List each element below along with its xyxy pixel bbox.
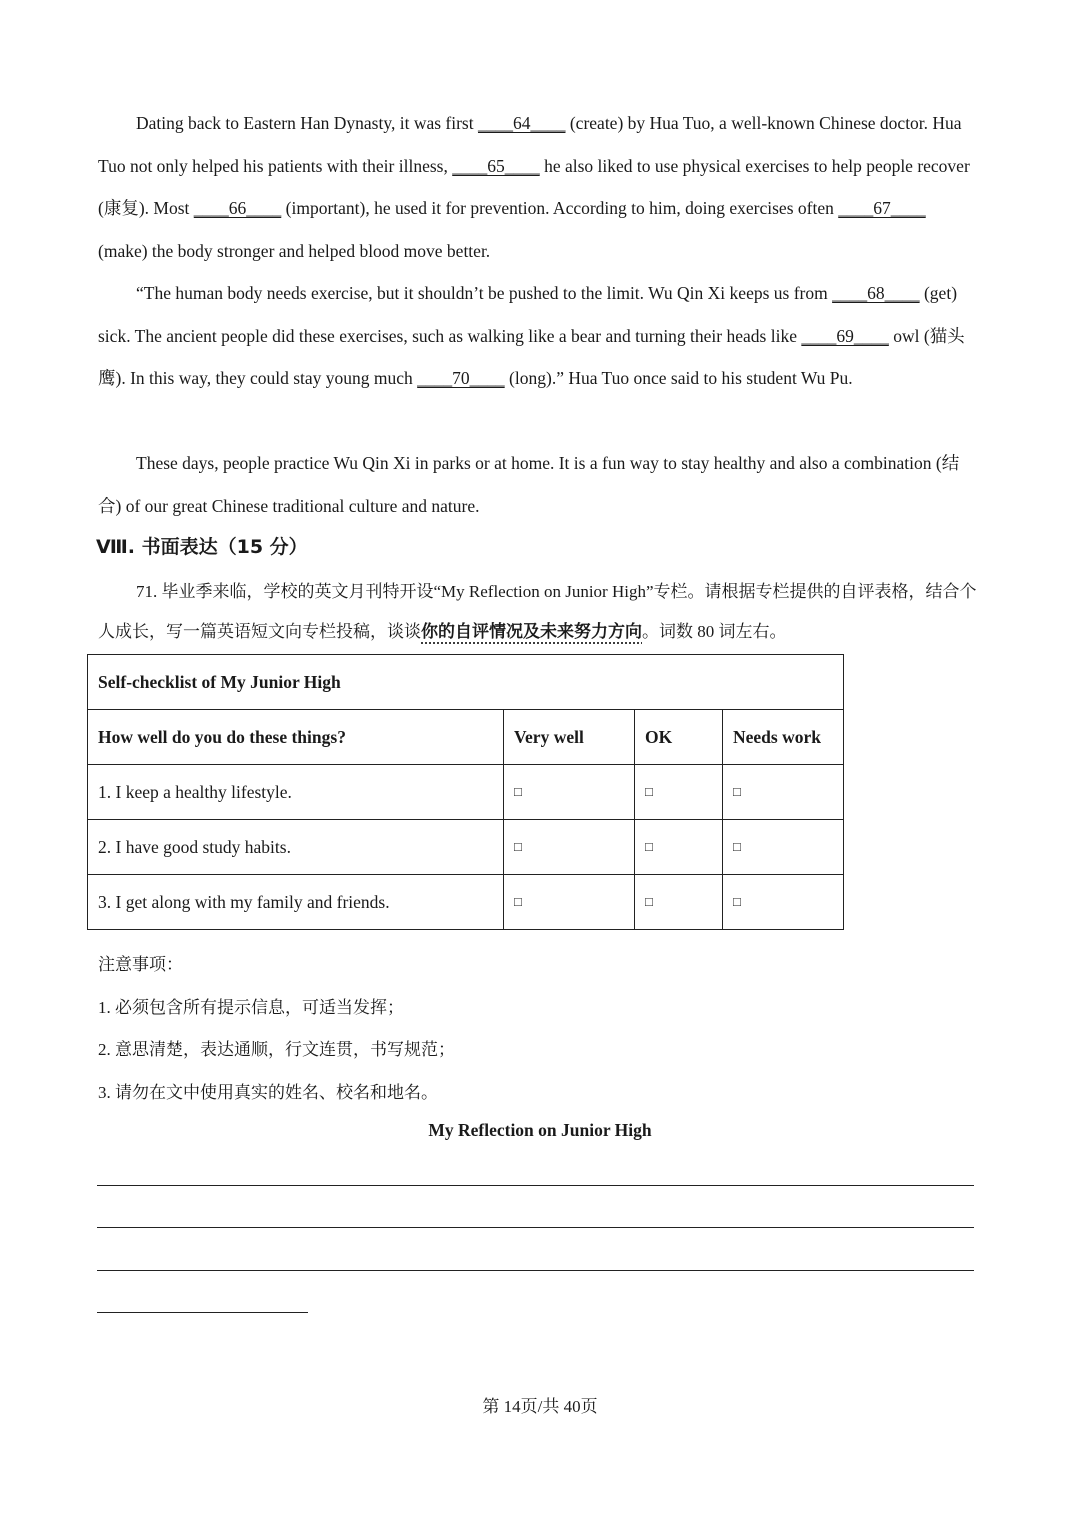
text: owl (猫头鹰). In this way, they could stay young much	[98, 325, 965, 388]
answer-line[interactable]	[97, 1227, 974, 1228]
checkbox-needs-work[interactable]: □	[723, 820, 844, 875]
text: These days, people practice Wu Qin Xi in parks or at home. It is a fun way to stay healthy and also a combination (结合) of our great Chinese traditional culture and nature.	[98, 453, 960, 516]
blank-67: ____67____	[838, 198, 926, 218]
header-needs-work: Needs work	[723, 710, 844, 765]
writing-task-prompt	[98, 572, 988, 652]
notes-title: 注意事项：	[98, 955, 183, 974]
essay-title: My Reflection on Junior High	[428, 1120, 652, 1140]
table-row	[88, 820, 844, 875]
text: (long).” Hua Tuo once said to his student Wu Pu.	[504, 368, 853, 388]
checkbox-ok[interactable]: □	[635, 820, 723, 875]
passage-paragraph-3	[98, 442, 978, 527]
passage-paragraph-1	[98, 102, 978, 272]
blank-68: ____68____	[832, 283, 920, 303]
note-item: 2. 意思清楚，表达通顺，行文连贯，书写规范；	[98, 1040, 455, 1059]
checkbox-ok[interactable]: □	[635, 875, 723, 930]
table-row	[88, 765, 844, 820]
checkbox-needs-work[interactable]: □	[723, 875, 844, 930]
header-ok: OK	[635, 710, 723, 765]
table-title-row	[88, 655, 844, 710]
text: he also liked to use physical exercises to help people recover (康复). Most	[98, 155, 970, 218]
text: 71. 毕业季来临，学校的英文月刊特开设“My Reflection on Junior High”专栏。请根据专栏提供的自评表格，结合个人成长，写一篇英语短文向专栏投稿，谈谈	[98, 582, 977, 641]
note-item: 1. 必须包含所有提示信息，可适当发挥；	[98, 997, 404, 1017]
emphasized-text: 你的自评情况及未来努力方向	[421, 622, 642, 641]
header-very-well: Very well	[504, 710, 635, 765]
checkbox-very-well[interactable]: □	[504, 820, 635, 875]
blank-66: ____66____	[193, 198, 282, 218]
checkbox-very-well[interactable]: □	[504, 765, 635, 820]
table-row	[88, 875, 844, 930]
item-cell: 1. I keep a healthy lifestyle.	[88, 765, 504, 820]
text: (important), he used it for prevention. According to him, doing exercises often	[281, 198, 839, 218]
table-header-row	[88, 710, 844, 765]
blank-65: ____65____	[452, 155, 540, 176]
text: (get) sick. The ancient people did these exercises, such as walking like a bear and turning their heads like	[98, 283, 958, 346]
header-question: How well do you do these things?	[88, 710, 504, 765]
text: “The human body needs exercise, but it shouldn’t be pushed to the limit. Wu Qin Xi keeps us from	[136, 283, 833, 303]
checkbox-very-well[interactable]: □	[504, 875, 635, 930]
item-cell: 3. I get along with my family and friends.	[88, 875, 504, 930]
item-cell: 2. I have good study habits.	[88, 820, 504, 875]
table-title: Self-checklist of My Junior High	[88, 655, 844, 710]
text: Dating back to Eastern Han Dynasty, it was first	[136, 113, 478, 133]
blank-70: ____70____	[417, 368, 505, 388]
notes-section	[98, 944, 978, 1114]
blank-64: ____64____	[477, 113, 566, 133]
text: 。词数 80 词左右。	[642, 622, 787, 641]
note-item: 3. 请勿在文中使用真实的姓名、校名和地名。	[98, 1082, 438, 1102]
checkbox-ok[interactable]: □	[635, 765, 723, 820]
answer-line[interactable]	[97, 1312, 308, 1313]
checkbox-needs-work[interactable]: □	[723, 765, 844, 820]
page-footer: 第 14页/共 40页	[482, 1397, 598, 1416]
blank-69: ____69____	[801, 325, 889, 346]
answer-line[interactable]	[97, 1270, 974, 1271]
text: (make) the body stronger and helped blood move better.	[98, 240, 491, 261]
answer-line[interactable]	[97, 1185, 974, 1186]
section-title: Ⅷ. 书面表达（15 分）	[96, 536, 308, 558]
passage-paragraph-2	[98, 272, 978, 400]
text: (create) by Hua Tuo, a well-known Chinese doctor. Hua Tuo not only helped his patients with their illness,	[98, 113, 962, 176]
self-checklist-table	[87, 654, 844, 930]
